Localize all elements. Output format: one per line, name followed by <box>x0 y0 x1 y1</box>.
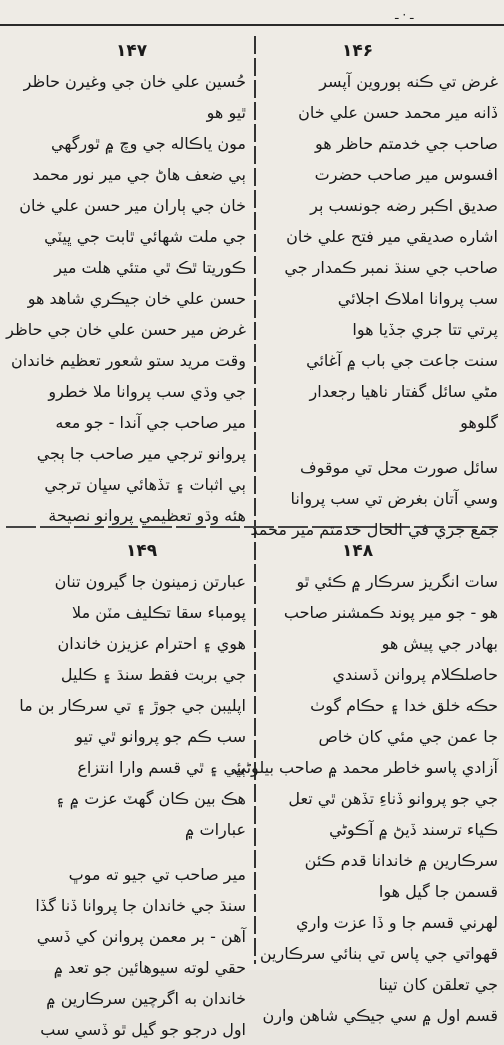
text-line: غرض تي ڪنه ٻوروين آپسر <box>319 72 498 91</box>
text-line: افسوس مير صاحب حضرت <box>314 165 498 184</box>
text-line: قسمن جا گيل هوا <box>378 882 498 901</box>
panel-body <box>6 566 246 1045</box>
top-rule <box>0 24 504 26</box>
panel-149 <box>6 536 246 1039</box>
panel-body <box>6 66 246 531</box>
text-line: مڻي سائل گفتار ناهيا رجعدار <box>309 382 498 401</box>
panel-number: ۱۴۷ <box>116 41 148 61</box>
text-line: لهرني قسم جا و ڏا عزت واري <box>296 913 498 932</box>
text-line: پومباء سقا تڪليف مٽن ملا <box>72 603 246 622</box>
text-line: سب پروانا املاڪ اجلائي <box>337 289 498 308</box>
text-line: صاحب جي سنڌ نمبر ڪمدار جي <box>284 258 498 277</box>
text-line: هئه وڌو تعظيمي پروانو نصيحة <box>48 506 246 525</box>
text-line: سنت جاعت جي باب ۾ آغائي <box>306 351 498 370</box>
text-line: ٿيو هو <box>206 103 246 122</box>
panel-body <box>233 566 498 1031</box>
text-line: خان جي ٻاران مير حسن علي خان <box>19 196 246 215</box>
header-mark: ـ · ـ <box>395 8 414 22</box>
text-line: پرتي تتا جري جڏيا هوا <box>352 320 498 339</box>
text-line: سات انگريز سرڪار ۾ ڪئي ٿو <box>296 572 498 591</box>
text-line: مير صاحب تي جيو ته موڀ <box>68 865 246 884</box>
text-line: سب ڪم جو پروانو ٿي تيو <box>75 727 246 746</box>
text-line: اول درجو جو گيل ٿو ڏسي سب <box>40 1020 246 1039</box>
text-line: هو - جو مير پوند ڪمشنر صاحب <box>283 603 498 622</box>
text-line: قهواتي جي پاس تي بنائي سرڪارين <box>259 944 498 963</box>
text-line: مير صاحب جي آندا - جو معه <box>55 413 246 432</box>
column-divider <box>254 36 256 964</box>
text-line: آزادي پاسو خاطر محمد ۾ صاحب بيلوڻي <box>233 758 498 777</box>
panel-number: ۱۴۸ <box>342 541 374 561</box>
text-line: ڏانه مير محمد حسن علي خان <box>298 103 498 122</box>
text-line: ڪوريتا ٿڪ ٿي متئي هلت مير <box>54 258 246 277</box>
text-line: اشاره صديقي مير فتح علي خان <box>286 227 498 246</box>
text-line: قسم اول ۾ سي جيڪي شاهن وارن <box>262 1006 498 1025</box>
panel-146 <box>250 36 498 539</box>
text-line: صاحب جي خدمتم حاظر هو <box>315 134 498 153</box>
panel-148 <box>233 536 498 1025</box>
text-line: سنڌ جي خاندان جا پروانا ڏنا گڏا <box>35 896 246 915</box>
text-line: خاندان به اگرچين سرڪارين ۾ <box>46 989 246 1008</box>
panel-147 <box>6 36 246 524</box>
text-line: جي جو پروانو ڏناءِ تڏهن ٿي تعل <box>288 789 498 808</box>
text-line: جي تعلقن کان تينا <box>378 975 498 994</box>
text-line: ٻي اثبات ۽ تڏهائي سڀان ترجي <box>44 475 246 494</box>
text-line: حقي لوته سيوهائين جو تعد ۾ <box>53 958 246 977</box>
text-line: ٻي ضعف هاڻ جي مير نور محمد <box>32 165 246 184</box>
text-line: جي بربت فقط سنڌ ۽ ڪليل <box>60 665 246 684</box>
text-line: وسي آتان بغرض تي سب پروانا <box>290 489 498 508</box>
text-line: بهادر جي پيش هو <box>381 634 498 653</box>
text-line: غرض مير حسن علي خان جي حاظر <box>6 320 246 339</box>
text-line: سرڪارين ۾ خاندانا قدم ڪئن <box>304 851 498 870</box>
text-line: گلوهو <box>460 413 498 432</box>
text-line: هوي ۽ احترام عزيزن خاندان <box>57 634 246 653</box>
panel-body <box>250 66 498 545</box>
text-line: پروانو ترجي مير صاحب جا ٻجي <box>36 444 246 463</box>
text-line: سائل صورت محل تي موقوف <box>300 458 498 477</box>
text-line: ٻئي ۽ ٿي قسم وارا انتزاع <box>77 758 246 777</box>
text-line: جا عمن جي مئي کان خاص <box>318 727 498 746</box>
text-line: آهن - بر معمن پروانن کي ڏسي <box>36 927 246 946</box>
text-line: ڪياء ترسند ڏيڻ ۾ آڪوڻي <box>329 820 498 839</box>
panel-number: ۱۴۹ <box>126 541 158 561</box>
text-line: جمع جري في الحال خدمتم مير محمد <box>250 520 498 539</box>
text-line: جي وڌي سب پروانا ملا خطرو <box>48 382 246 401</box>
text-line: مون ياڪاله جي وچ ۾ ٿورگهي <box>51 134 246 153</box>
text-line: حسن علي خان جيڪري شاهد هو <box>27 289 246 308</box>
text-line: حاصلڪلام پروانن ڏسندي <box>332 665 498 684</box>
text-line: وقت مريد ستو شعور تعظيم خاندان <box>11 351 246 370</box>
text-line: جي ملت شهائي ٿابت جي ڀيٽي <box>44 227 246 246</box>
text-line: عبارات ۾ <box>185 820 246 839</box>
text-line: اپليبن جي جوڙ ۽ تي سرڪار بن ما <box>19 696 246 715</box>
text-line: حُسين علي خان جي وغيرن حاظر <box>23 72 246 91</box>
text-line: هڪ بين ڪان گهٽ عزت ۾ ۽ <box>55 789 246 808</box>
text-line: عبارتن زمينون جا گيرون تنان <box>54 572 246 591</box>
text-line: صديق اڪبر رضه جونسب ٻر <box>310 196 498 215</box>
text-line: حڪه خلق خدا ۽ حڪام گوٺ <box>310 696 498 715</box>
panel-number: ۱۴۶ <box>342 41 374 61</box>
